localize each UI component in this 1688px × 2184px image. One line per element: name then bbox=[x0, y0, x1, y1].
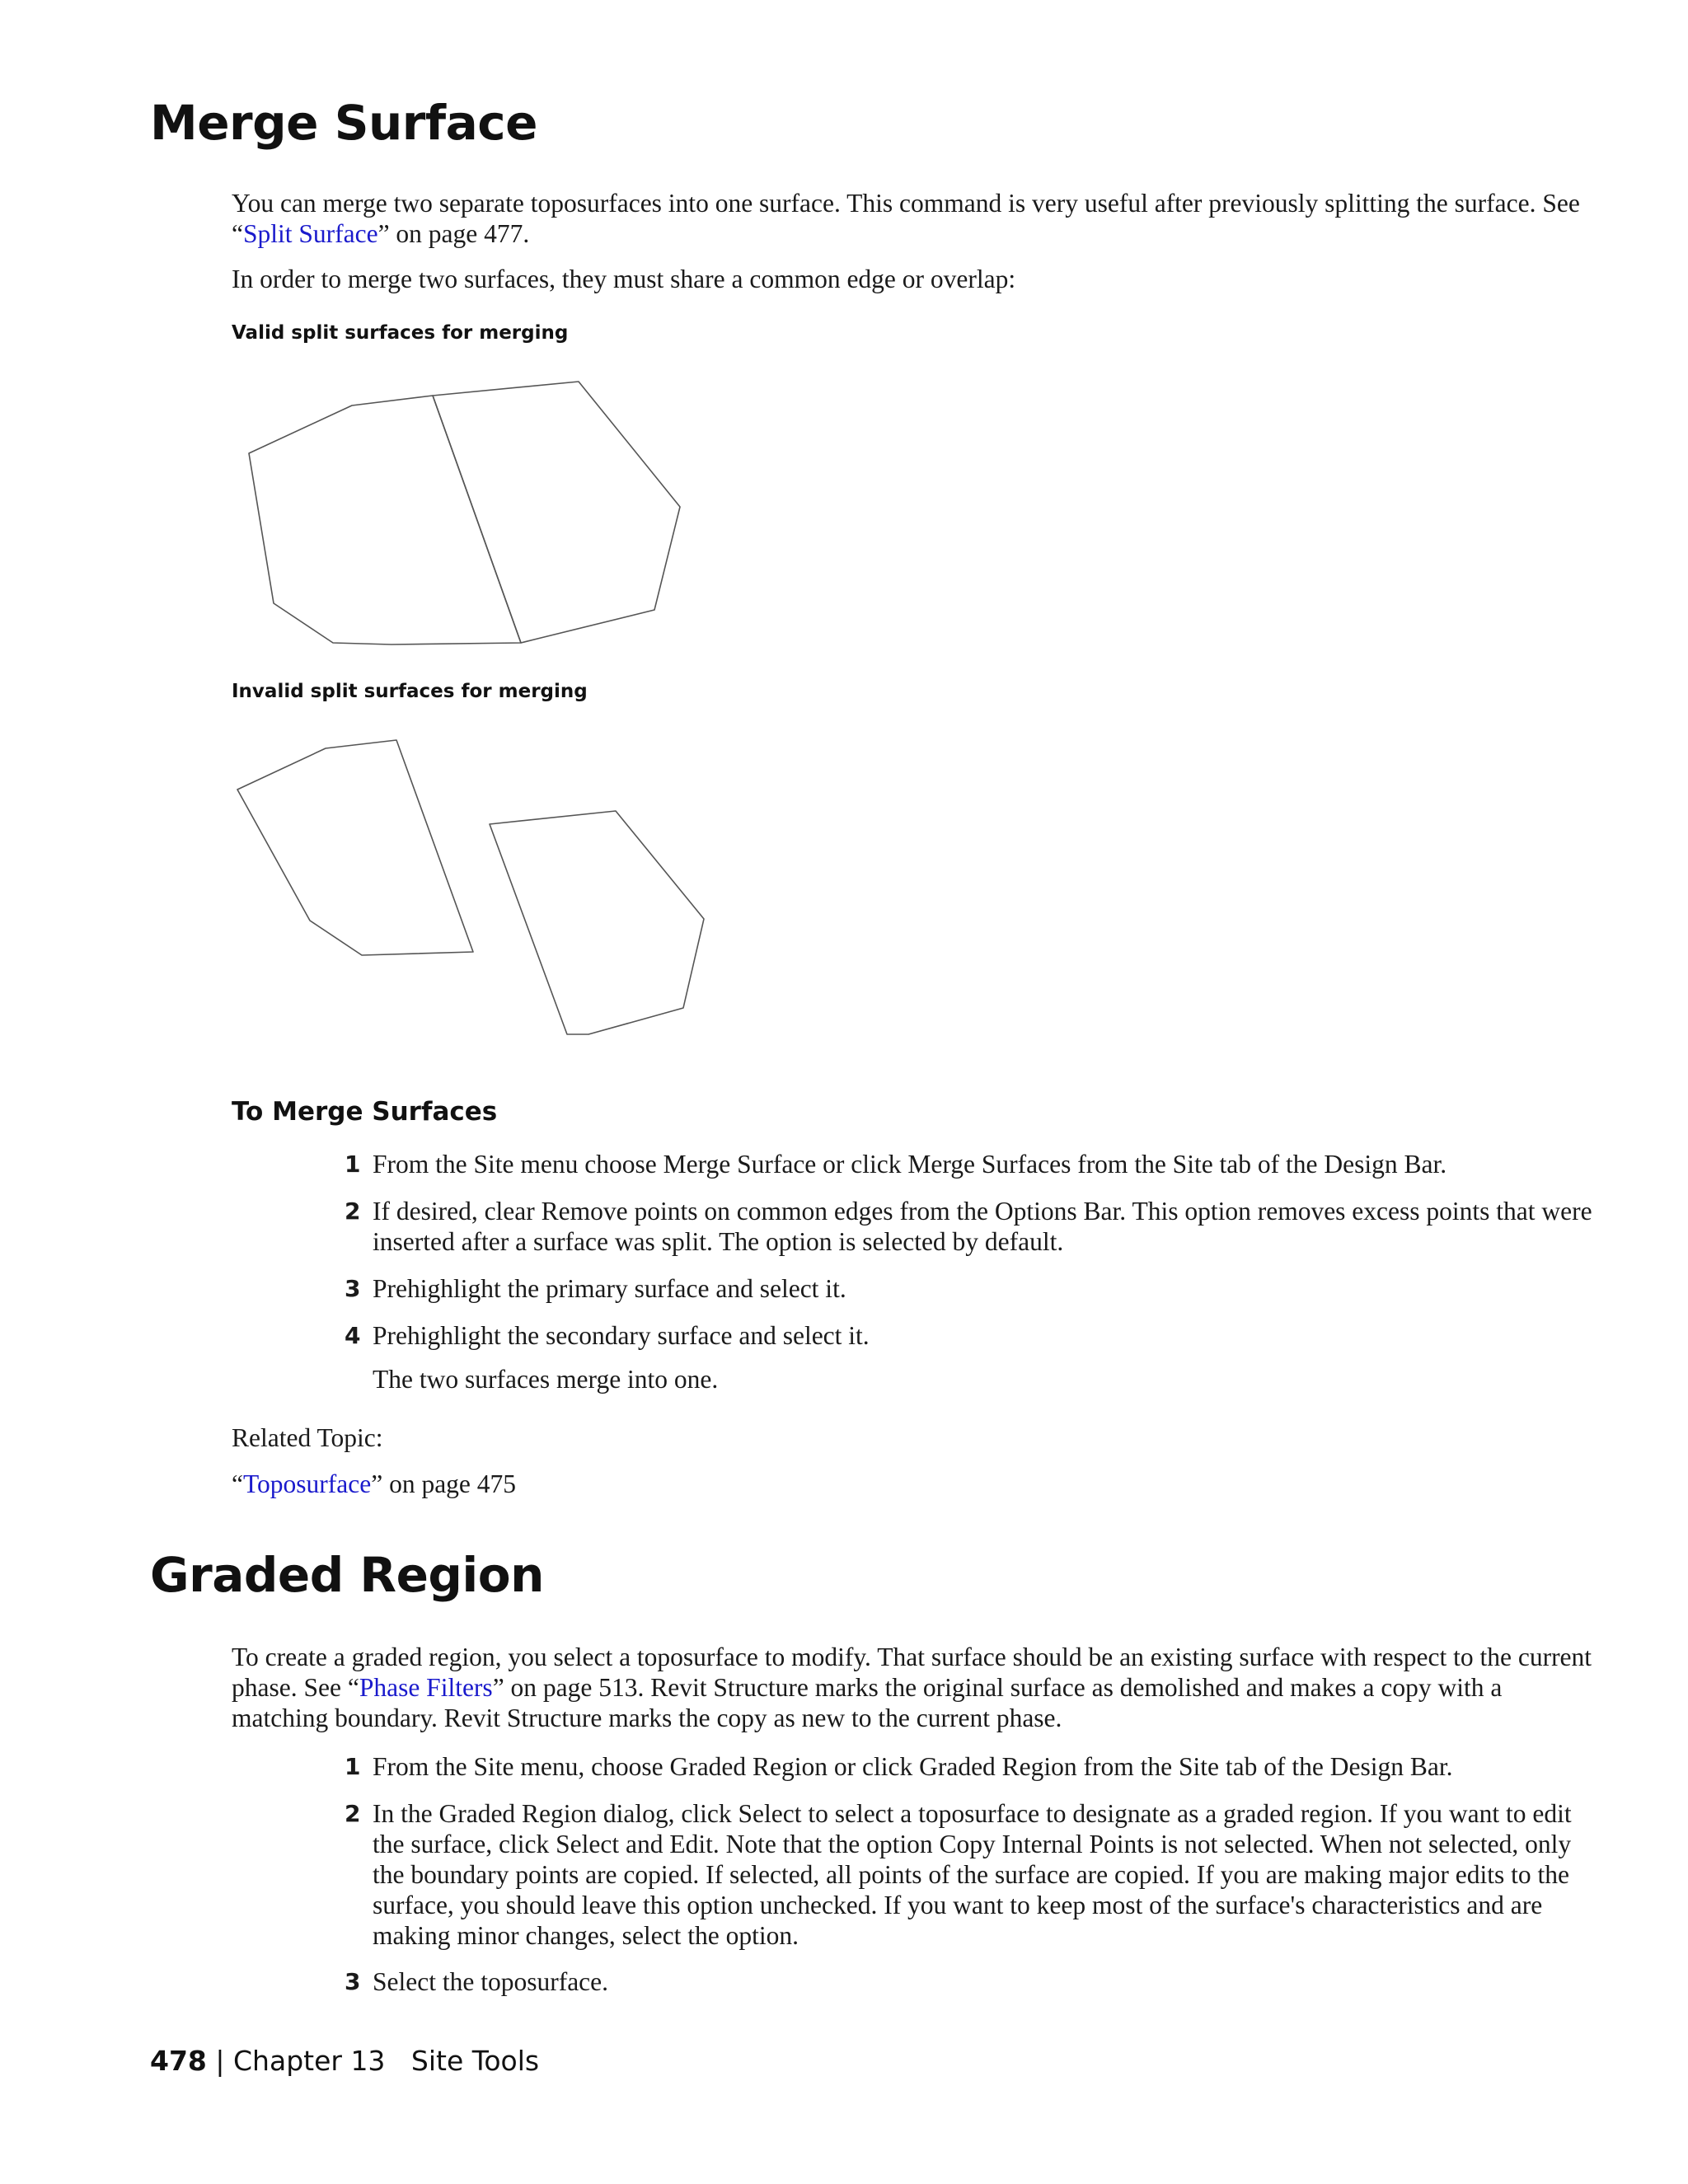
merge-step-3 bbox=[338, 1273, 1607, 1304]
merge-intro-paragraph bbox=[232, 188, 1600, 249]
step-number: 3 bbox=[345, 1275, 361, 1302]
result-text: The two surfaces merge into one. bbox=[373, 1365, 719, 1394]
graded-step-1 bbox=[338, 1751, 1607, 1782]
figure-caption-invalid: Invalid split surfaces for merging bbox=[232, 681, 588, 702]
page-footer bbox=[150, 2045, 540, 2077]
merge-step-1 bbox=[338, 1149, 1607, 1179]
surface-right-polygon bbox=[490, 811, 704, 1034]
merge-step-2 bbox=[338, 1196, 1607, 1257]
section-heading-graded-region: Graded Region bbox=[150, 1547, 544, 1603]
surface-left-polygon bbox=[249, 396, 521, 644]
step-text: In the Graded Region dialog, click Select to select a toposurface to designate as a graded region. If you want to edit the surface, click Select and Edit. Note that the option Copy Internal Points is not selected. When not selected, only the boundary points are copied. If selected, all points of the surface are copied. If you are making major edits to the surface, you should leave this option unchecked. If you want to keep most of the surface's characteristics and are making minor changes, select the option. bbox=[373, 1799, 1572, 1950]
related-topic-reference bbox=[232, 1469, 1600, 1499]
step-text: Prehighlight the primary surface and select it. bbox=[373, 1274, 846, 1303]
quote-open: “ bbox=[232, 1469, 243, 1498]
step-number: 4 bbox=[345, 1322, 361, 1349]
graded-intro-text: To create a graded region, you select a toposurface to modify. That surface should be an existing surface with respect to the current phase. See “ bbox=[232, 1643, 1592, 1702]
surface-left-polygon bbox=[237, 740, 473, 955]
section-heading-merge-surface: Merge Surface bbox=[150, 95, 537, 151]
step-number: 3 bbox=[345, 1968, 361, 1995]
surface-right-polygon bbox=[433, 382, 680, 643]
step-text: From the Site menu, choose Graded Region or click Graded Region from the Site tab of the Design Bar. bbox=[373, 1752, 1453, 1781]
graded-step-2 bbox=[338, 1798, 1607, 1951]
graded-region-intro-paragraph bbox=[232, 1642, 1600, 1733]
step-text: If desired, clear Remove points on common edges from the Options Bar. This option removes excess points that were inserted after a surface was split. The option is selected by default. bbox=[373, 1197, 1592, 1256]
invalid-split-surfaces-figure bbox=[232, 733, 710, 1047]
figure-caption-valid: Valid split surfaces for merging bbox=[232, 322, 569, 344]
merge-intro-page-ref: ” on page 477. bbox=[377, 219, 530, 248]
toposurface-link[interactable]: Toposurface bbox=[242, 1469, 372, 1498]
related-topic-page-ref: ” on page 475 bbox=[371, 1469, 517, 1498]
step-number: 2 bbox=[345, 1197, 361, 1225]
step-number: 1 bbox=[345, 1151, 361, 1178]
phase-filters-link[interactable]: Phase Filters bbox=[359, 1673, 493, 1702]
procedure-heading-merge-surfaces: To Merge Surfaces bbox=[232, 1097, 498, 1127]
step-number: 1 bbox=[345, 1753, 361, 1780]
section-label: Site Tools bbox=[410, 2045, 540, 2077]
step-text: Prehighlight the secondary surface and select it. bbox=[373, 1321, 870, 1350]
graded-step-3 bbox=[338, 1966, 1607, 1997]
graded-intro-rest: ” on page 513. Revit Structure marks the original surface as demolished and makes a copy with a matching boundary. Revit Structure marks the copy as new to the current phase. bbox=[232, 1673, 1503, 1732]
step-text: Select the toposurface. bbox=[373, 1967, 609, 1996]
chapter-label: Chapter 13 bbox=[233, 2045, 386, 2077]
step-number: 2 bbox=[345, 1800, 361, 1827]
valid-split-surfaces-figure bbox=[232, 375, 694, 647]
merge-intro-text: You can merge two separate toposurfaces into one surface. This command is very useful after previously splitting the surface. See “ bbox=[232, 189, 1580, 248]
merge-requirement-paragraph: In order to merge two surfaces, they must share a common edge or overlap: bbox=[232, 265, 1016, 293]
merge-result bbox=[338, 1364, 1607, 1394]
page-number: 478 bbox=[150, 2045, 207, 2077]
footer-separator: | bbox=[215, 2045, 225, 2077]
step-text: From the Site menu choose Merge Surface or click Merge Surfaces from the Site tab of the Design Bar. bbox=[373, 1150, 1447, 1179]
merge-step-4 bbox=[338, 1320, 1607, 1351]
related-topic-label: Related Topic: bbox=[232, 1423, 383, 1452]
split-surface-link[interactable]: Split Surface bbox=[242, 219, 378, 248]
